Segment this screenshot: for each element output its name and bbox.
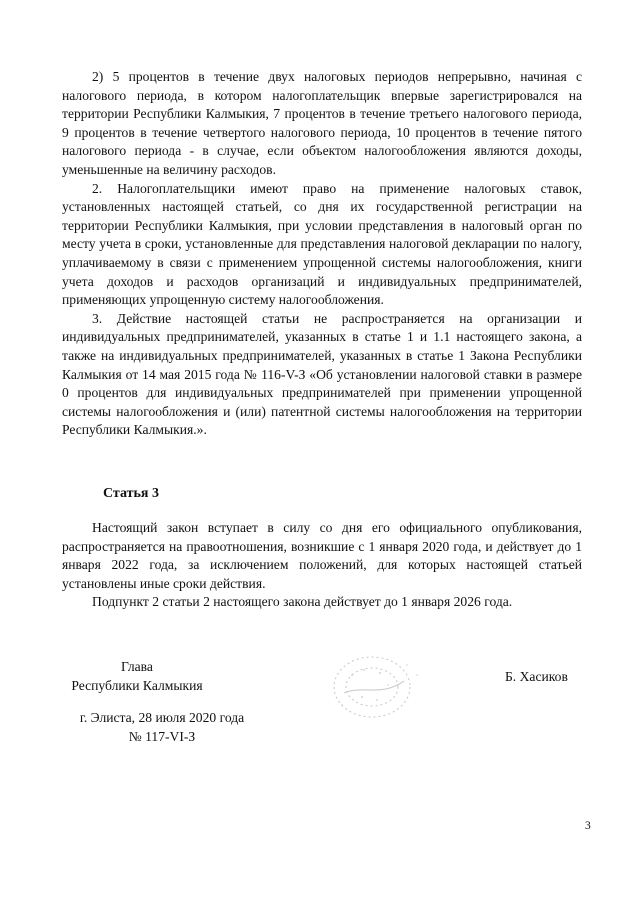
article-3-body [62, 519, 582, 612]
law-number: № 117-VI-З [128, 728, 196, 744]
page-number: 3 [585, 820, 591, 832]
signatory-title-line-2: Республики Калмыкия [71, 677, 203, 693]
signatory-title [62, 658, 212, 695]
article-3-paragraph-1: Настоящий закон вступает в силу со дня его официального опубликования, распространяется на правоотношения, возникшие с 1 января 2020 года, и действует до 1 января 2022 года, за исключением положений, для которых настоящей статьей установлены иные сроки действия. [62, 520, 582, 591]
place-and-date: г. Элиста, 28 июля 2020 года [79, 710, 245, 725]
paragraph-subitem-2: 2) 5 процентов в течение двух налоговых периодов непрерывно, начиная с налогового периода, в котором налогоплательщик впервые зарегистрировался на территории Республики Калмыкия, 7 процентов в течение третьего налогового периода, 9 процентов в течение четвертого налогового периода, 10 процентов в течение пятого налогового периода - в случае, если объектом налогообложения являются доходы, уменьшенные на величину расходов. [62, 69, 582, 177]
article-2-continuation [62, 68, 582, 440]
paragraph-item-3: 3. Действие настоящей статьи не распространяется на организации и индивидуальных предпринимателей, указанных в статье 1 и 1.1 настоящего закона, а также на индивидуальных предпринимателей, указанных в статье 1 Закона Республики Калмыкия от 14 мая 2015 года № 116-V-З «Об установлении налоговой ставки в размере 0 процентов для индивидуальных предпринимателей при применении упрощенной системы налогообложения и (или) патентной системы налогообложения на территории Республики Калмыкия.». [62, 310, 582, 438]
signatory-name: Б. Хасиков [505, 669, 568, 684]
signatory-title-line-1: Глава [121, 659, 153, 674]
official-stamp-icon [322, 645, 432, 725]
article-3-heading: Статья 3 [103, 486, 159, 501]
article-3-paragraph-2: Подпункт 2 статьи 2 настоящего закона действует до 1 января 2026 года. [92, 594, 513, 610]
paragraph-item-2: 2. Налогоплательщики имеют право на применение налоговых ставок, установленных настоящей статьей, со дня их государственной регистрации на территории Республики Калмыкия, при условии представления в налоговый орган по месту учета в сроки, установленные для представления налоговой декларации по налогу, уплачиваемому в связи с применением упрощенной системы налогообложения, книги учета доходов и расходов организаций и индивидуальных предпринимателей, применяющих упрощенную систему налогообложения. [62, 180, 582, 308]
place-date-block [62, 709, 262, 746]
